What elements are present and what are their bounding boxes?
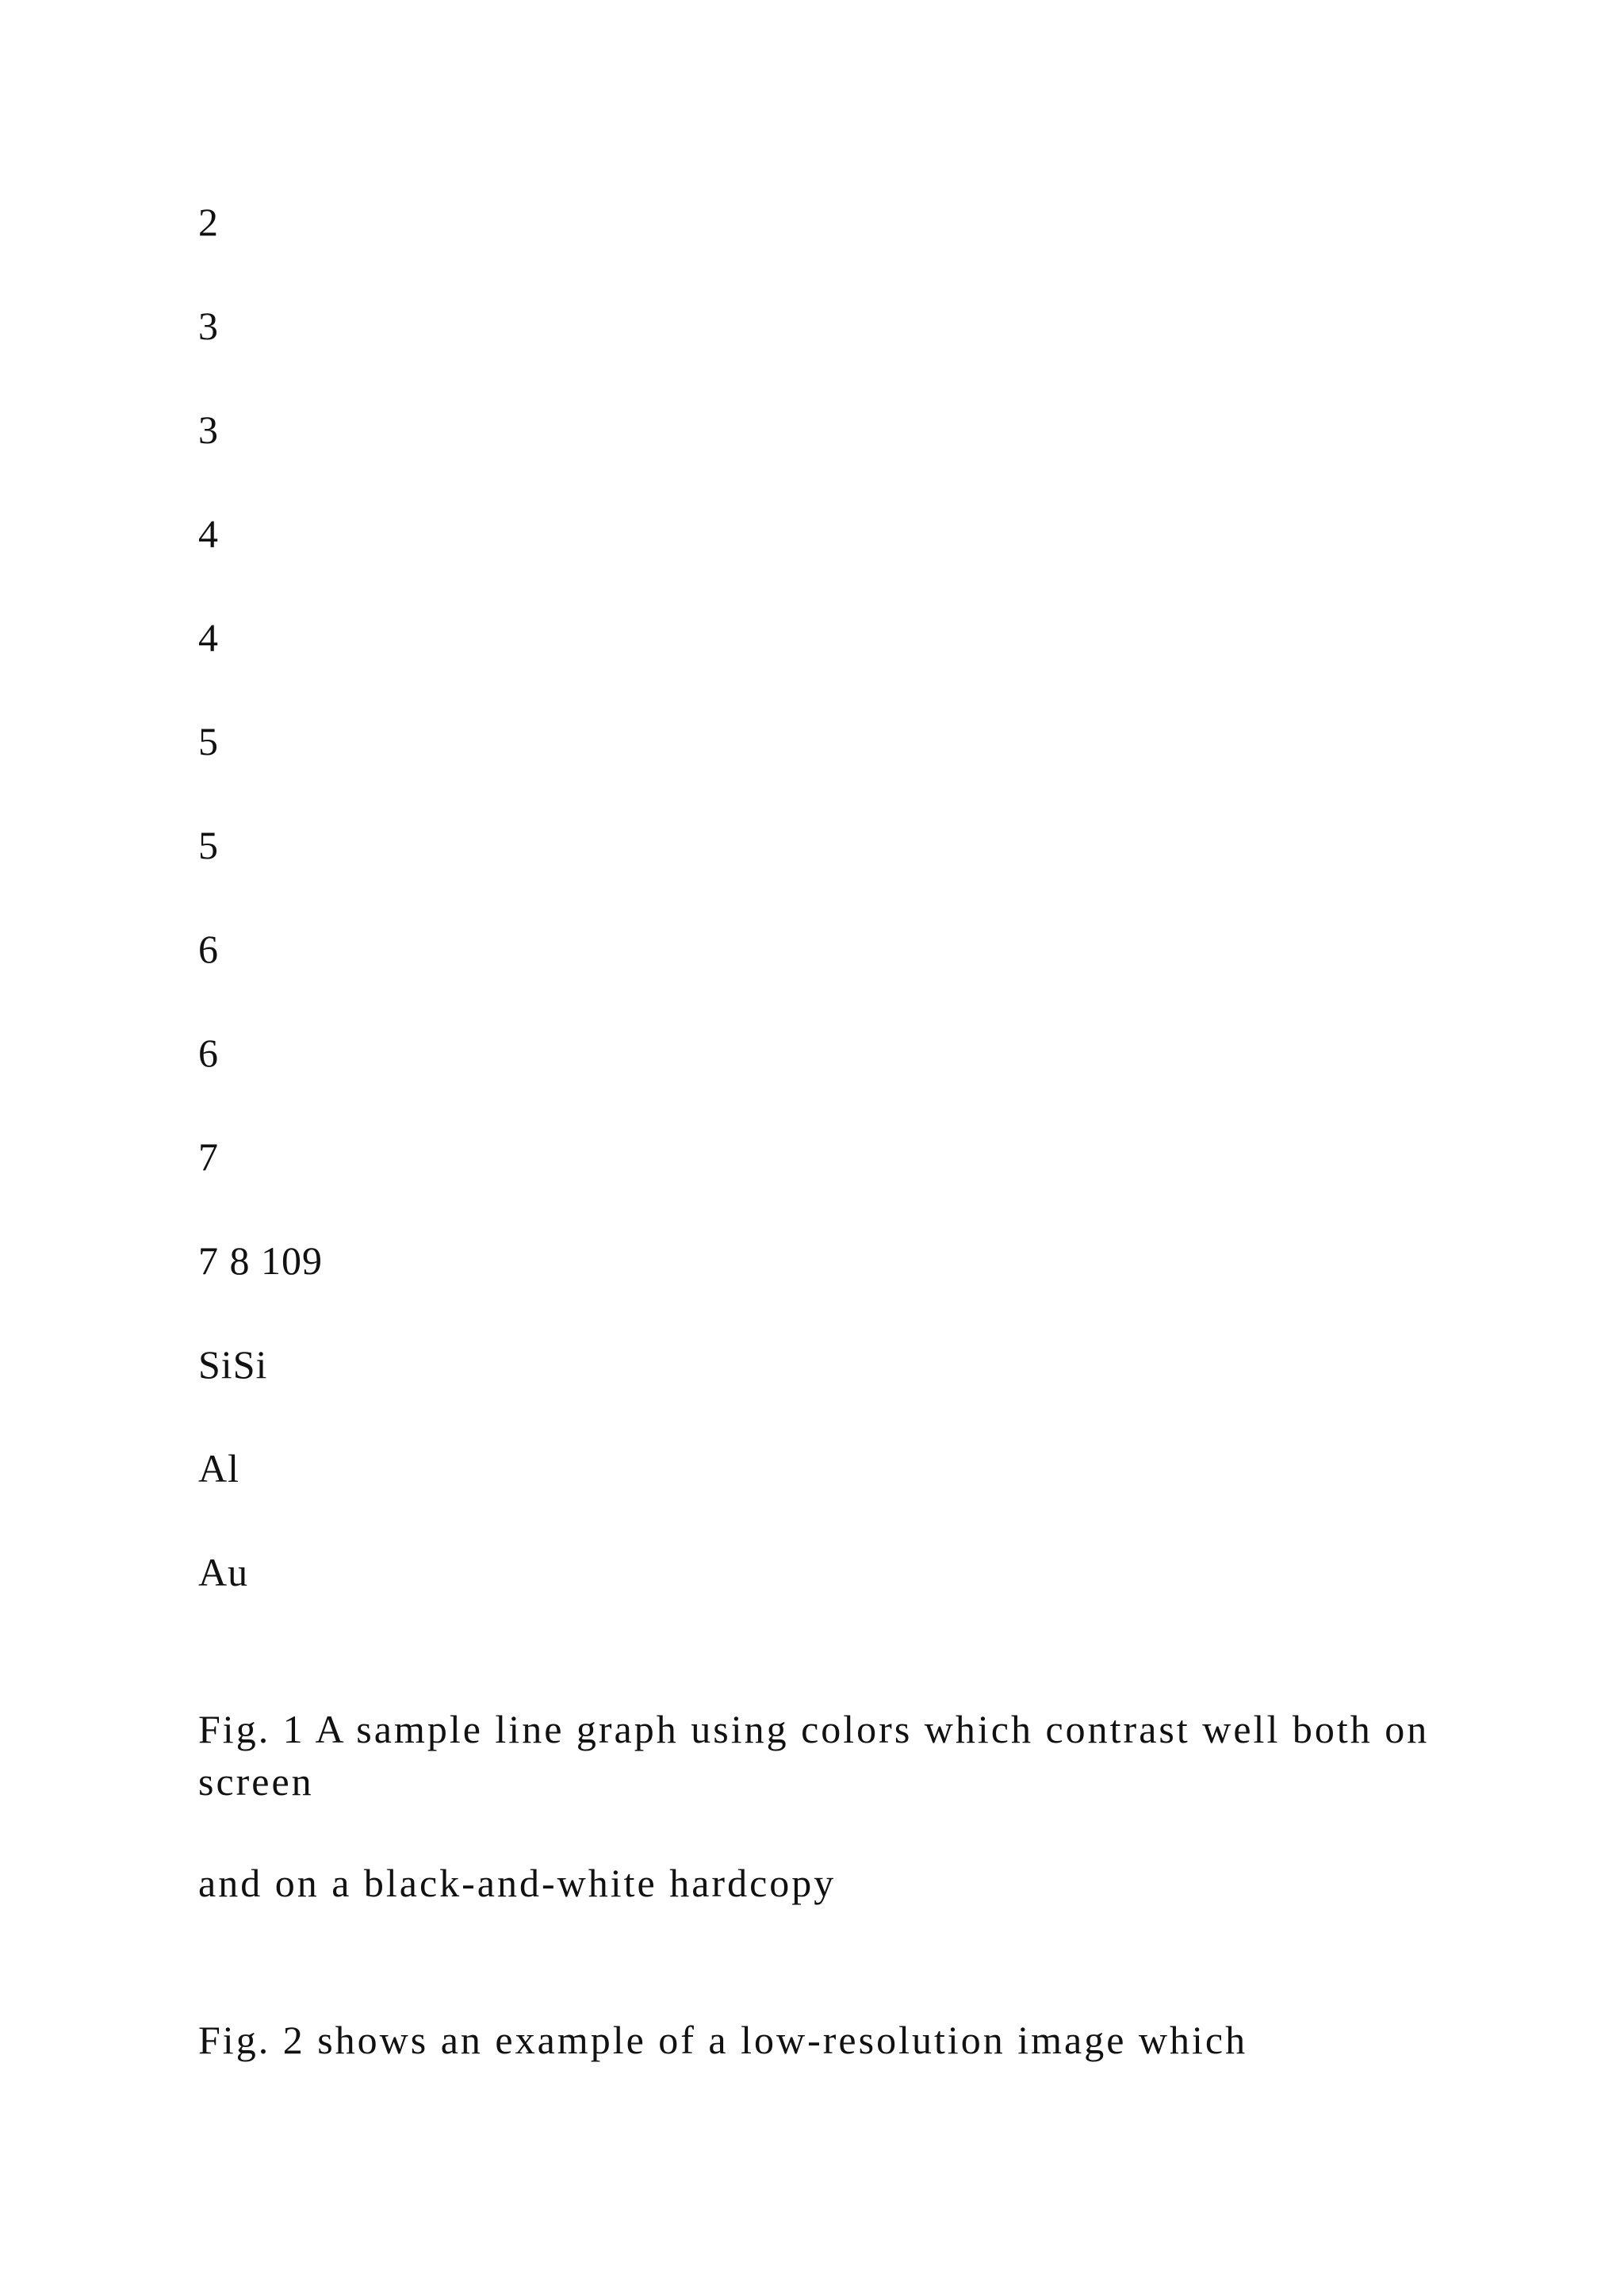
figure-text-line: 2 (198, 200, 219, 244)
figure-text-line: 7 8 109 (198, 1238, 323, 1283)
figure-text-line: 5 (198, 719, 219, 763)
figure-text-line: 7 (198, 1135, 219, 1179)
figure-caption-continuation: and on a black-and-white hardcopy (198, 1861, 837, 1905)
figure-text-line: SiSi (198, 1342, 268, 1387)
figure-text-line: Al (198, 1446, 239, 1490)
figure-text-line: 4 (198, 511, 219, 556)
figure-text-line: Au (198, 1550, 249, 1594)
body-paragraph: Fig. 2 shows an example of a low-resolution image which (198, 2018, 1248, 2062)
figure-text-line: 6 (198, 927, 219, 971)
figure-text-line: 6 (198, 1031, 219, 1075)
figure-text-line: 3 (198, 304, 219, 348)
figure-text-line: 3 (198, 408, 219, 452)
figure-caption: Fig. 1 A sample line graph using colors which contrast well both on screen (198, 1707, 1430, 1804)
figure-text-line: 5 (198, 823, 219, 867)
figure-text-line: 4 (198, 615, 219, 660)
